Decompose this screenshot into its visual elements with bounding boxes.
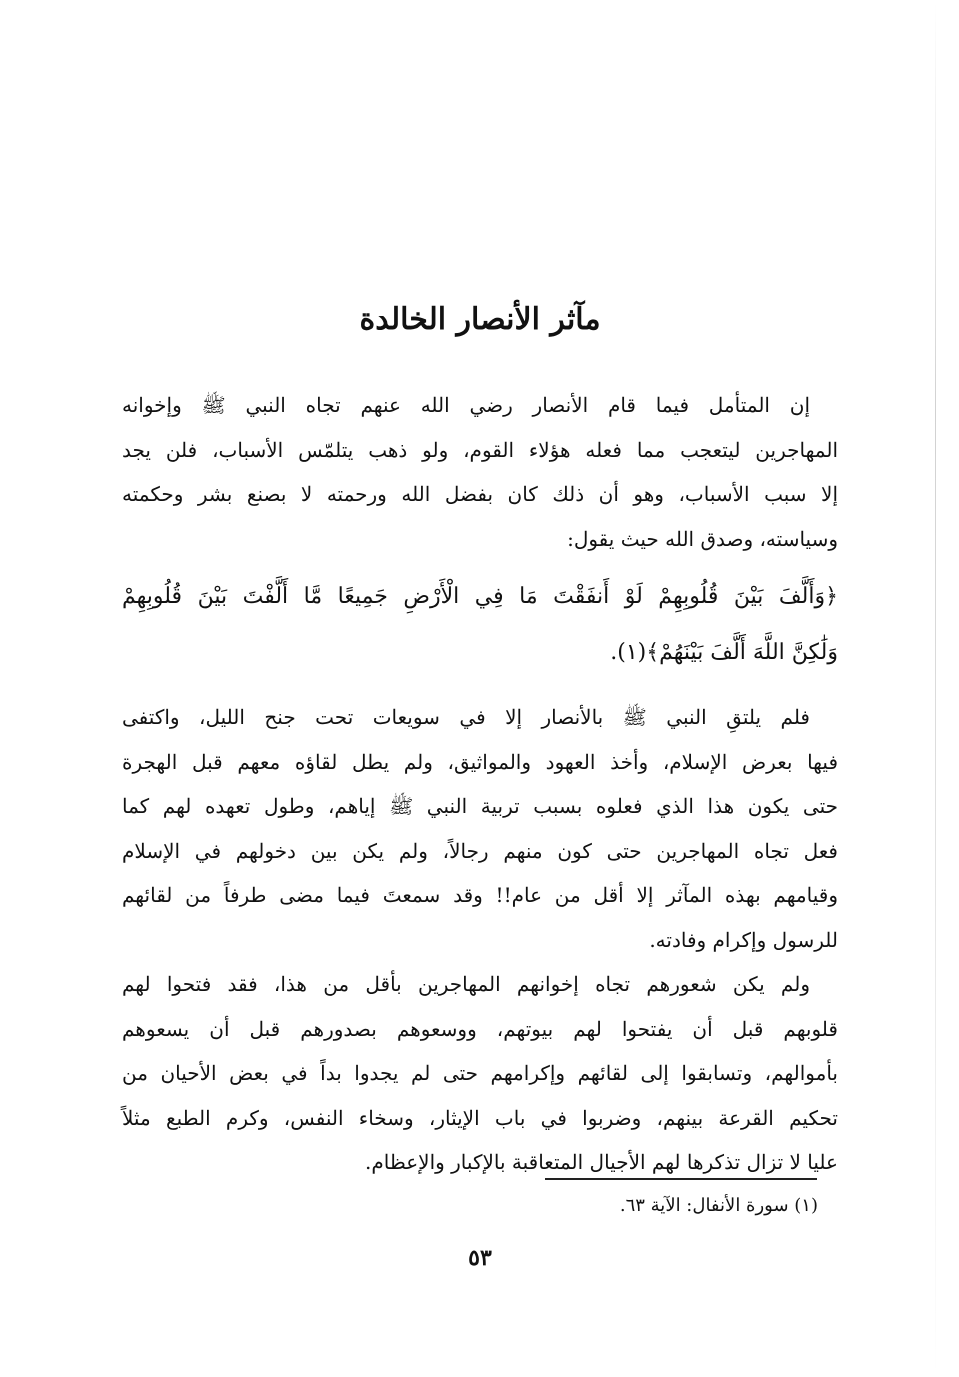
text-line: المهاجرين ليتعجب مما فعله هؤلاء القوم، ولو ذهب يتلمّس الأسباب، فلن يجد	[122, 437, 838, 462]
text-line: للرسول وإكرام وفادته.	[649, 927, 838, 952]
chapter-title: مآثر الأنصار الخالدة	[359, 302, 601, 337]
footnote-divider	[545, 1178, 817, 1180]
paragraph-2	[122, 695, 838, 962]
text-line: تحكيم القرعة بينهم، وضربوا في باب الإيثار، وسخاء النفس، وكرم الطبع مثلاً	[122, 1105, 838, 1130]
verse-line: وَلَٰكِنَّ اللَّهَ أَلَّفَ بَيْنَهُمْ﴾(١).	[610, 640, 838, 665]
page-edge-shadow	[935, 0, 936, 1377]
text-line: فيها بعرض الإسلام، وأخذ العهود والمواثيق، ولم يطل لقاؤه معهم قبل الهجرة	[122, 749, 838, 774]
text-line: حتى يكون هذا الذي فعلوه بسبب تربية النبي ﷺ إياهم، وطول تعهده لهم كما	[122, 794, 838, 818]
paragraph-1	[122, 383, 838, 561]
text-line: فعل تجاه المهاجرين حتى كون منهم رجالاً، ولم يكن بين دخولهم في الإسلام	[122, 838, 838, 863]
text-line: فلم يلتقِ النبي ﷺ بالأنصار إلا في سويعات تحت جنح الليل، واكتفى	[122, 705, 810, 729]
text-line: عليا لا تزال تذكرها لهم الأجيال المتعاقبة بالإكبار والإعظام.	[365, 1150, 838, 1174]
quran-verse	[122, 569, 838, 681]
text-line: وقيامهم بهذه المآثر إلا أقل من عام!! وقد سمعتَ فيما مضى طرفاً من لقائهم	[122, 883, 838, 907]
text-line: قلوبهم قبل أن يفتحوا لهم بيوتهم، ووسعوهم بصدورهم قبل أن يسعوهم	[122, 1016, 838, 1041]
page-number: ٥٣	[468, 1245, 492, 1271]
verse-line: ﴿وَأَلَّفَ بَيْنَ قُلُوبِهِمْ لَوْ أَنفَقْتَ مَا فِي الْأَرْضِ جَمِيعًا مَّا أَلَّفْتَ بَيْنَ قُلُوبِهِمْ	[122, 584, 838, 609]
text-line: بأموالهم، وتسابقوا إلى لقائهم وإكرامهم حتى لم يجدوا بداً في بعض الأحيان من	[122, 1061, 838, 1085]
paragraph-3	[122, 962, 838, 1185]
text-line: إلا سبب الأسباب، وهو أن ذلك كان بفضل الله ورحمته لا بصنع بشر وحكمته	[122, 482, 838, 506]
body-text	[122, 383, 838, 1185]
text-line: إن المتأمل فيما قام الأنصار رضي الله عنهم تجاه النبي ﷺ وإخوانه	[122, 393, 810, 417]
text-line: ولم يكن شعورهم تجاه إخوانهم المهاجرين بأقل من هذا، فقد فتحوا لهم	[122, 972, 810, 996]
footnote: (١) سورة الأنفال: الآية ٦٣.	[619, 1195, 818, 1216]
text-line: وسياسته، وصدق الله حيث يقول:	[567, 526, 838, 551]
